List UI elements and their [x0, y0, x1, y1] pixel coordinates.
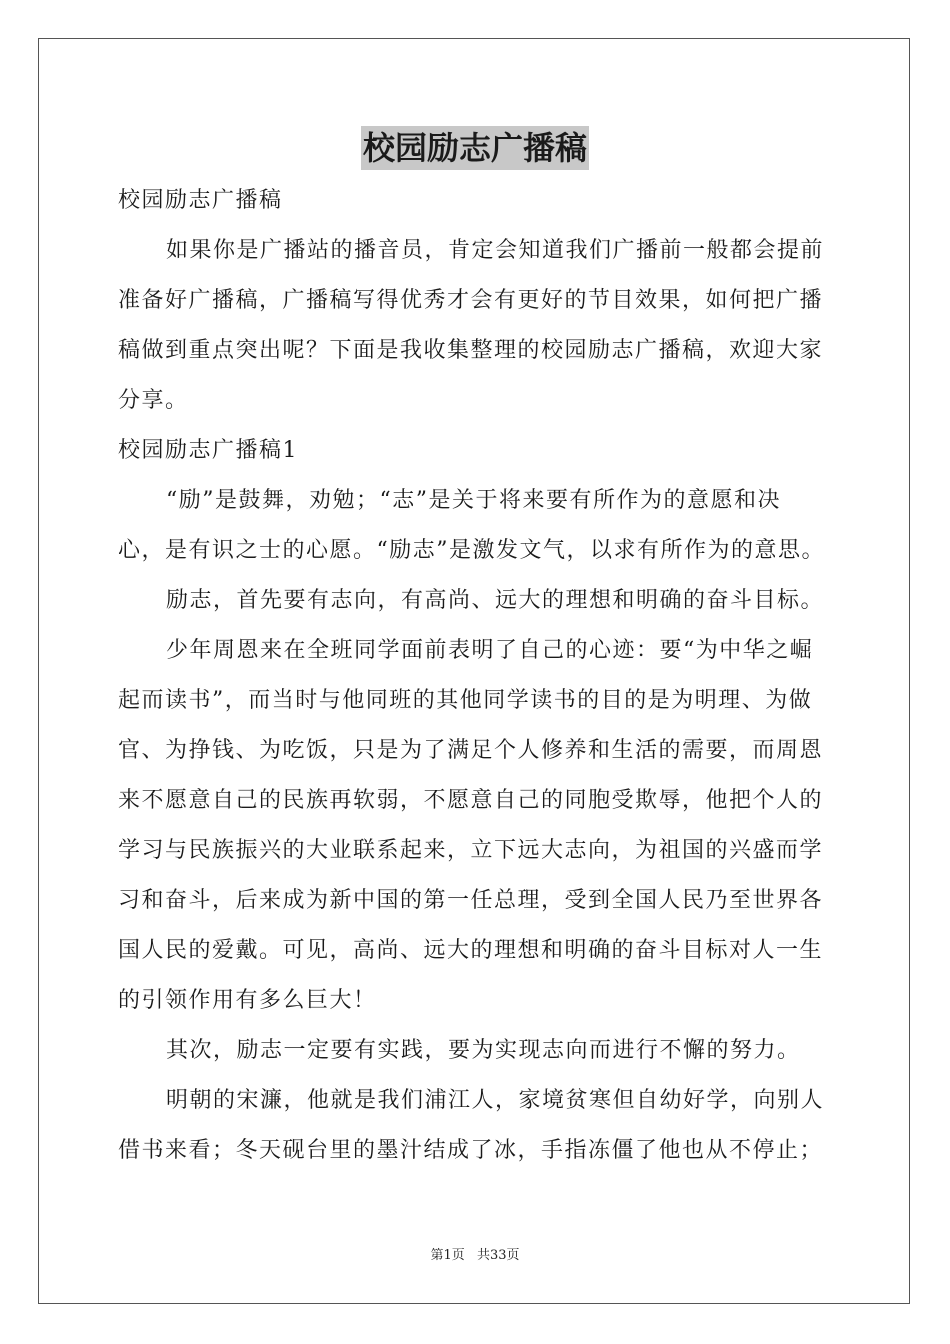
text-line: 借书来看；冬天砚台里的墨汁结成了冰，手指冻僵了他也从不停止；	[118, 1138, 824, 1163]
text-line: 准备好广播稿，广播稿写得优秀才会有更好的节目效果，如何把广播	[118, 288, 824, 313]
text-line: 如果你是广播站的播音员，肯定会知道我们广播前一般都会提前	[166, 238, 825, 263]
text-line: 国人民的爱戴。可见，高尚、远大的理想和明确的奋斗目标对人一生	[118, 938, 824, 963]
text-line: 励志，首先要有志向，有高尚、远大的理想和明确的奋斗目标。	[166, 588, 825, 613]
text-line: 学习与民族振兴的大业联系起来，立下远大志向，为祖国的兴盛而学	[118, 838, 824, 863]
text-line: 来不愿意自己的民族再软弱，不愿意自己的同胞受欺辱，他把个人的	[118, 788, 824, 813]
text-line: 官、为挣钱、为吃饭，只是为了满足个人修养和生活的需要，而周恩	[118, 738, 824, 763]
page-number: 第1页	[430, 1248, 465, 1263]
text-line: 稿做到重点突出呢？下面是我收集整理的校园励志广播稿，欢迎大家	[118, 338, 824, 363]
text-line: 明朝的宋濂，他就是我们浦江人，家境贫寒但自幼好学，向别人	[166, 1088, 825, 1113]
page-total: 共33页	[476, 1248, 520, 1263]
text-line: 少年周恩来在全班同学面前表明了自己的心迹：要“为中华之崛	[166, 638, 814, 663]
text-line: 的引领作用有多么巨大！	[118, 988, 377, 1013]
text-line: 起而读书”，而当时与他同班的其他同学读书的目的是为明理、为做	[118, 688, 813, 713]
text-line: 分享。	[118, 388, 189, 413]
text-line: 心，是有识之士的心愿。“励志”是激发文气，以求有所作为的意思。	[118, 538, 825, 563]
document-title: 校园励志广播稿	[361, 126, 589, 170]
document-body	[118, 176, 834, 1176]
title-area	[0, 126, 950, 170]
text-line: “励”是鼓舞，劝勉；“志”是关于将来要有所作为的意愿和决	[166, 488, 781, 513]
page-footer	[0, 1244, 950, 1263]
text-line: 校园励志广播稿1	[118, 438, 298, 463]
text-line: 其次，励志一定要有实践，要为实现志向而进行不懈的努力。	[166, 1038, 801, 1063]
text-line: 校园励志广播稿	[118, 188, 283, 213]
text-line: 习和奋斗，后来成为新中国的第一任总理，受到全国人民乃至世界各	[118, 888, 824, 913]
